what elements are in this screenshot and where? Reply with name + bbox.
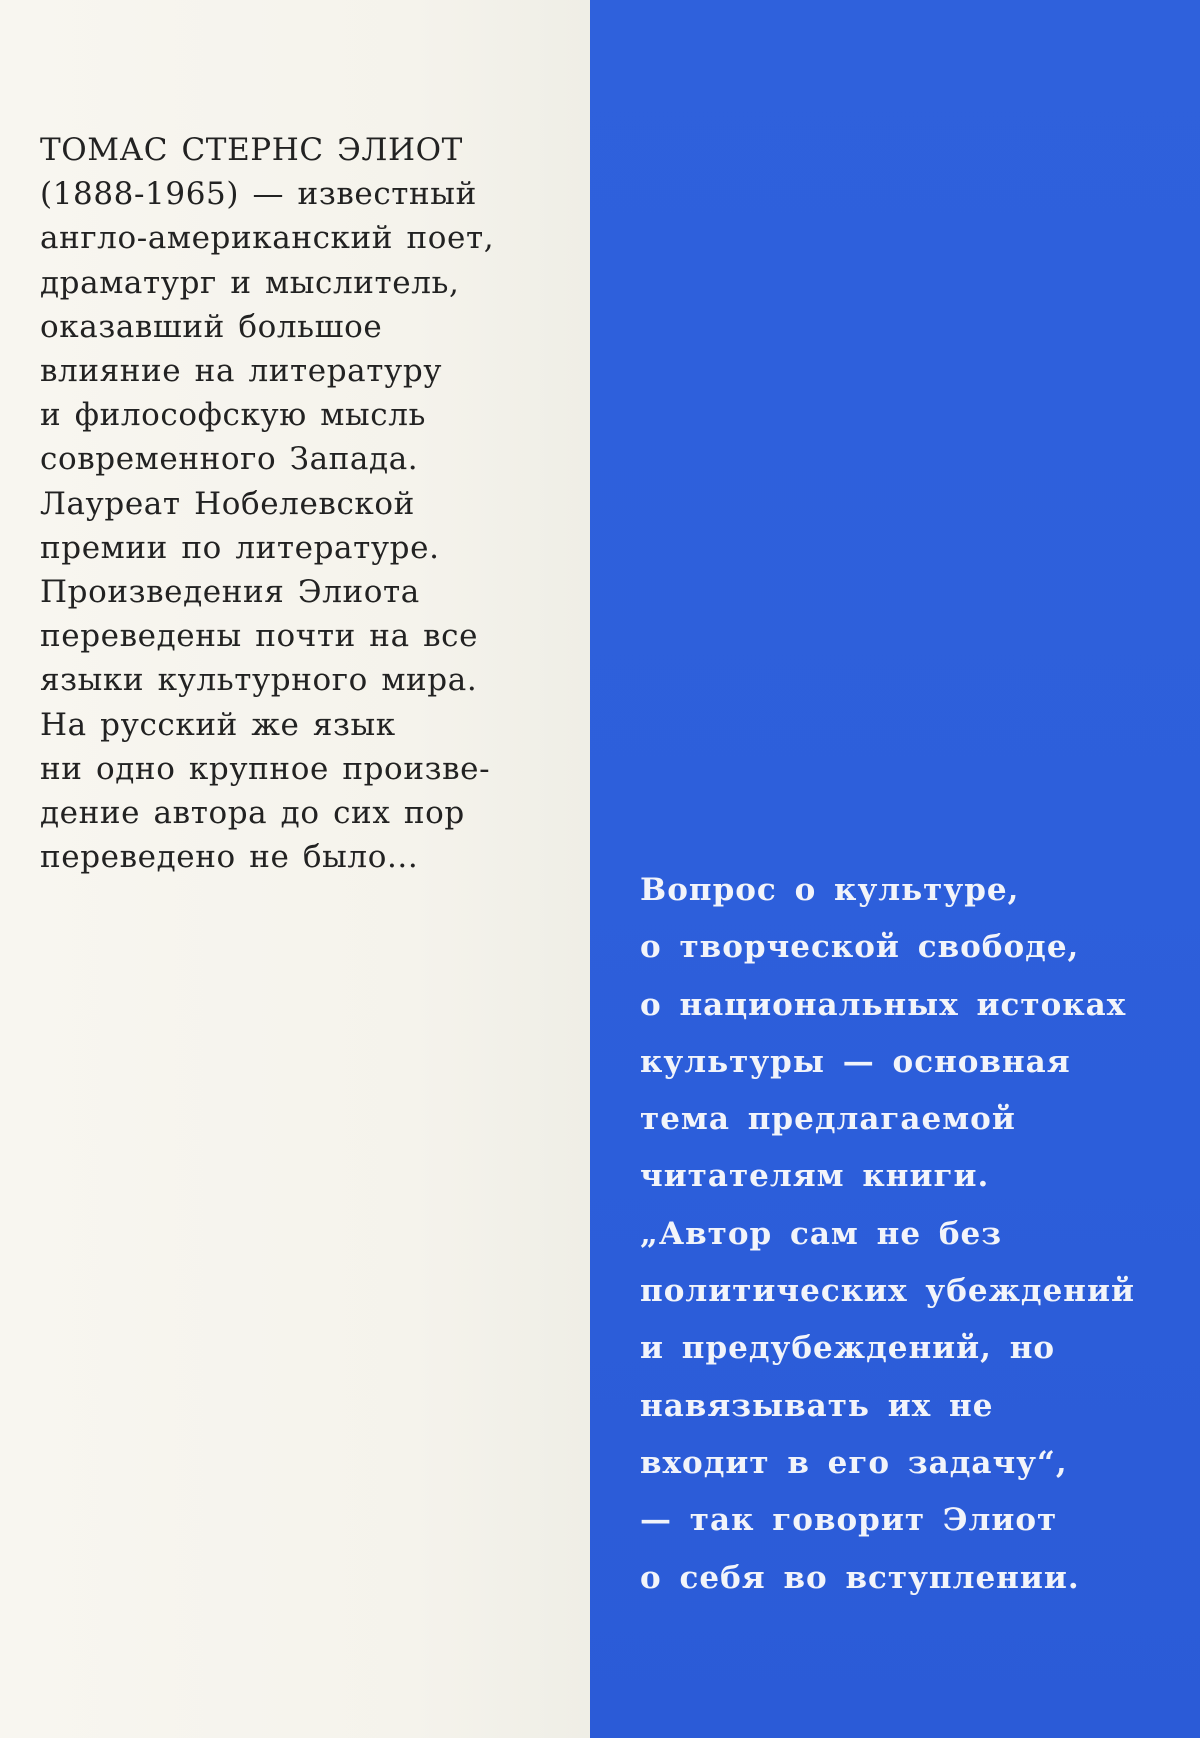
bio-line: влияние на литературу xyxy=(40,353,443,390)
bio-line: англо-американский поет, xyxy=(40,220,495,257)
bio-line: и философскую мысль xyxy=(40,397,427,434)
description-line: читателям книги. xyxy=(640,1158,990,1195)
bio-line: ни одно крупное произве- xyxy=(40,750,491,787)
bio-line: переведено не было... xyxy=(40,839,419,876)
description-line: входит в его задачу“, xyxy=(640,1444,1068,1481)
left-panel xyxy=(0,0,590,1738)
description-line: — так говорит Элиот xyxy=(640,1502,1058,1539)
description-line: о национальных истоках xyxy=(640,986,1127,1023)
description-line: и предубеждений, но xyxy=(640,1330,1056,1367)
description-line: тема предлагаемой xyxy=(640,1101,1016,1138)
description-line: культуры — основная xyxy=(640,1043,1071,1080)
bio-line: современного Запада. xyxy=(40,441,419,478)
description-line: Вопрос о культуре, xyxy=(640,872,1020,908)
bio-line: драматург и мыслитель, xyxy=(40,264,460,301)
book-description xyxy=(640,862,1200,1607)
description-line: политических убеждений xyxy=(640,1273,1135,1310)
description-line: навязывать их не xyxy=(640,1387,994,1424)
bio-line: Лауреат Нобелевской xyxy=(40,485,415,522)
bio-line: премии по литературе. xyxy=(40,529,440,566)
bio-line: дение автора до сих пор xyxy=(40,795,465,832)
bio-line: На русский же язык xyxy=(40,706,396,743)
bio-line: Произведения Элиота xyxy=(40,574,420,611)
bio-line: оказавший большое xyxy=(40,308,383,345)
bio-line: языки культурного мира. xyxy=(40,662,478,699)
description-line: о творческой свободе, xyxy=(640,929,1080,966)
description-line: „Автор сам не без xyxy=(640,1215,1003,1252)
bio-line: (1888-1965) — известный xyxy=(40,176,477,213)
bio-line: ТОМАС СТЕРНС ЭЛИОТ xyxy=(40,132,463,168)
author-bio xyxy=(40,128,580,879)
bio-line: переведены почти на все xyxy=(40,618,479,655)
description-line: о себя во вступлении. xyxy=(640,1559,1080,1596)
